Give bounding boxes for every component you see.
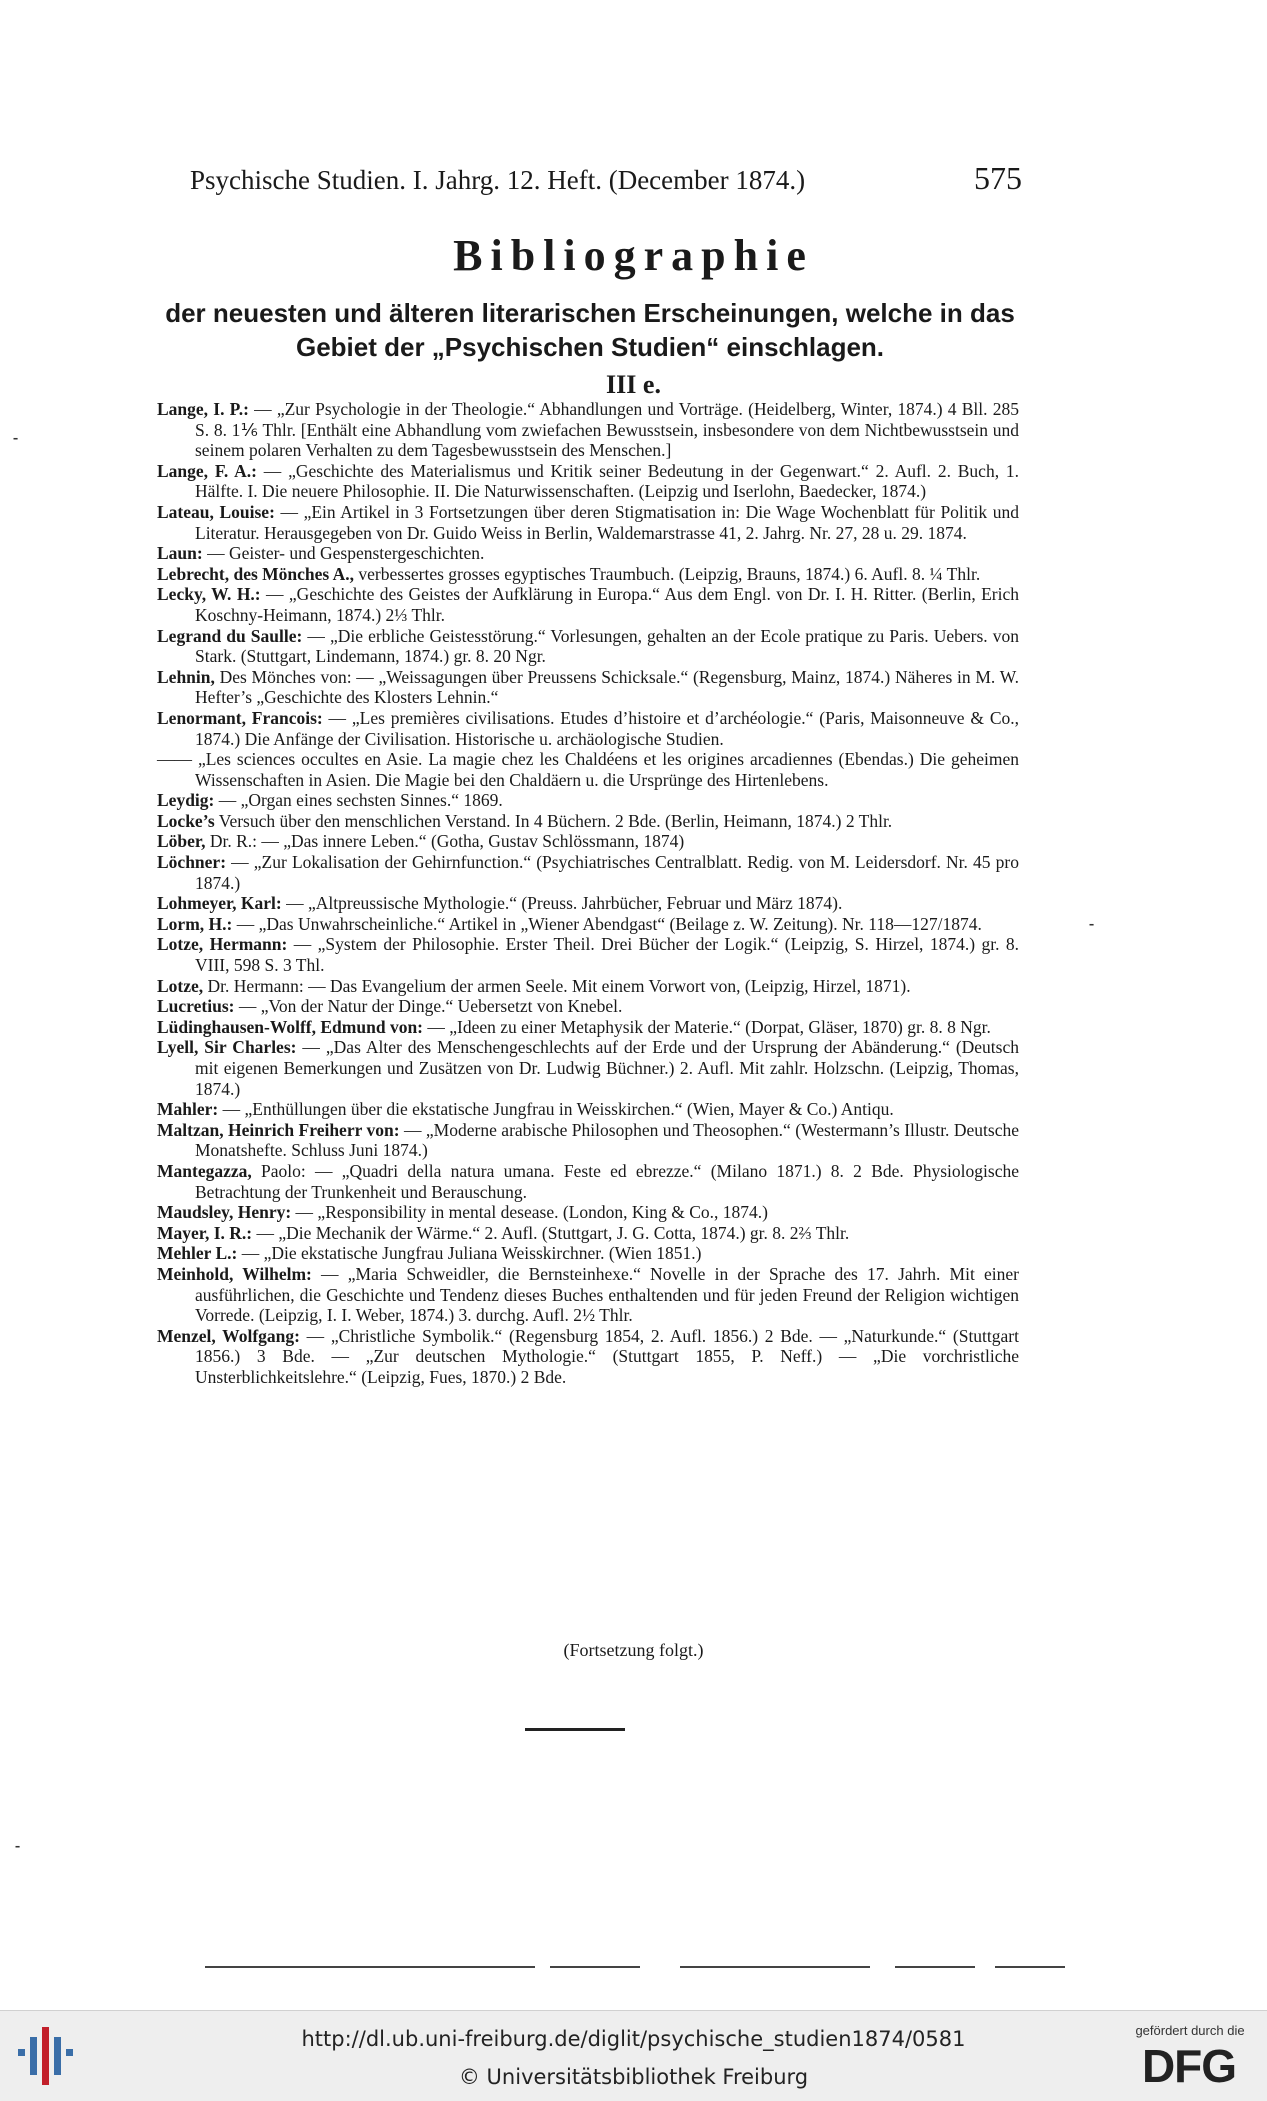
entry-author: Lange, F. A.: <box>157 460 257 481</box>
entry-text: — „Die Mechanik der Wärme.“ 2. Aufl. (Stuttgart, J. G. Cotta, 1874.) gr. 8. 2⅔ Thlr. <box>252 1222 850 1243</box>
entry-text: Paolo: — „Quadri della natura umana. Feste ed ebrezze.“ (Milano 1871.) 8. 2 Bde. Physiologische Betrachtung der Trunkenheit und Berauschung. <box>195 1160 1019 1202</box>
bibliography-entry <box>157 1223 1019 1244</box>
bibliography-entry <box>157 667 1019 708</box>
entry-text: — „Das Unwahrscheinliche.“ Artikel in „Wiener Abendgast“ (Beilage z. W. Zeitung). Nr. 118—127/1874. <box>232 913 982 934</box>
bibliography-entry <box>157 399 1019 461</box>
bibliography-entry <box>157 976 1019 997</box>
bibliography-entry <box>157 811 1019 832</box>
entry-author: Lebrecht, des Mönches A., <box>157 563 355 584</box>
entry-author: Maltzan, Heinrich Freiherr von: <box>157 1119 400 1140</box>
section-heading: III e. <box>606 370 661 399</box>
entry-author: Locke’s <box>157 810 215 831</box>
entry-author: Lorm, H.: <box>157 913 233 934</box>
entry-author: Lecky, W. H.: <box>157 584 261 605</box>
entry-text: Versuch über den menschlichen Verstand. In 4 Büchern. 2 Bde. (Berlin, Heimann, 1874.) 2 Thlr. <box>214 810 893 831</box>
entry-author: Maudsley, Henry: <box>157 1202 292 1223</box>
entry-text: Dr. R.: — „Das innere Leben.“ (Gotha, Gustav Schlössmann, 1874) <box>205 831 685 852</box>
entry-text: — „Geschichte des Geistes der Aufklärung in Europa.“ Aus dem Engl. von Dr. I. H. Ritter. (Berlin, Erich Koschny-Heimann, 1874.) 2⅓ Thlr. <box>195 584 1019 625</box>
entry-text: — „Organ eines sechsten Sinnes.“ 1869. <box>214 790 503 811</box>
bibliography-entry <box>157 852 1019 893</box>
entry-author: Löber, <box>157 831 206 852</box>
entry-author: Menzel, Wolfgang: <box>157 1325 300 1346</box>
entry-text: — Geister- und Gespenstergeschichten. <box>202 543 485 564</box>
bibliography-entry <box>157 1202 1019 1223</box>
bibliography-entry <box>157 502 1019 543</box>
margin-mark: ⁃ <box>12 432 19 448</box>
entry-text: — „System der Philosophie. Erster Theil. Drei Bücher der Logik.“ (Leipzig, S. Hirzel, 1874.) gr. 8. VIII, 598 S. 3 Thl. <box>195 934 1019 976</box>
entry-text: — „Altpreussische Mythologie.“ (Preuss. Jahrbücher, Februar und März 1874). <box>281 893 843 914</box>
entry-text: — „Geschichte des Materialismus und Kritik seiner Bedeutung in der Gegenwart.“ 2. Aufl. 2. Buch, 1. Hälfte. I. Die neuere Philosophie. II. Die Naturwissenschaften. (Leipzig und Iserlohn, Baedecker, 1874.) <box>195 460 1019 502</box>
page-number: 575 <box>974 160 1022 196</box>
entry-author: Löchner: <box>157 852 227 873</box>
bibliography-entry <box>157 790 1019 811</box>
dfg-logo-icon: DFG <box>1141 2040 1237 2092</box>
entry-author: Mantegazza, <box>157 1160 252 1181</box>
bibliography-list <box>157 399 1019 1388</box>
entry-author: Meinhold, Wilhelm: <box>157 1263 312 1284</box>
bibliography-entry <box>157 831 1019 852</box>
bibliography-entry <box>157 1120 1019 1161</box>
entry-text: Dr. Hermann: — Das Evangelium der armen Seele. Mit einem Vorwort von, (Leipzig, Hirzel, 1871). <box>203 975 911 996</box>
running-title: Psychische Studien. I. Jahrg. 12. Heft. (December 1874.) <box>190 165 806 195</box>
bibliography-entry <box>157 1017 1019 1038</box>
bibliography-entry <box>157 564 1019 585</box>
closing-rule <box>525 1728 625 1731</box>
copyright-notice: © Universitätsbibliothek Freiburg <box>458 2065 809 2089</box>
running-head <box>190 160 1022 197</box>
entry-author: Lyell, Sir Charles: <box>157 1037 297 1058</box>
entry-text: verbessertes grosses egyptisches Traumbuch. (Leipzig, Brauns, 1874.) 6. Aufl. 8. ¼ Thlr. <box>354 563 981 584</box>
entry-author: Leydig: <box>157 790 215 811</box>
bibliography-entry <box>157 1264 1019 1326</box>
entry-text: — „Ein Artikel in 3 Fortsetzungen über deren Stigmatisation in: Die Wage Wochenblatt für Politik und Literatur. Herausgegeben von Dr. Guido Weiss in Berlin, Waldemarstrasse 41, 2. Jahrg. Nr. 27, 28 u. 29. 1874. <box>195 501 1019 543</box>
bibliography-entry <box>157 461 1019 502</box>
entry-text: — „Ideen zu einer Metaphysik der Materie.“ (Dorpat, Gläser, 1870) gr. 8. 8 Ngr. <box>423 1016 991 1037</box>
entry-text: — „Das Alter des Menschengeschlechts auf der Erde und der Ursprung der Abänderung.“ (Deutsch mit eigenen Bemerkungen und Zusätzen von Dr. Ludwig Büchner.) 2. Aufl. Mit zahlr. Holzschn. (Leipzig, Thomas, 1874.) <box>195 1037 1019 1099</box>
entry-text: — „Moderne arabische Philosophen und Theosophen.“ (Westermann’s Illustr. Deutsche Monatshefte. Schluss Juni 1874.) <box>195 1119 1019 1161</box>
bibliography-entry <box>157 1037 1019 1099</box>
entry-author: Lüdinghausen-Wolff, Edmund von: <box>157 1016 424 1037</box>
bibliography-entry <box>157 584 1019 625</box>
funding-note: gefördert durch die <box>1135 2023 1245 2038</box>
scan-edge-marks <box>205 1966 1065 1970</box>
entry-author: Mahler: <box>157 1099 219 1120</box>
bibliography-entry <box>157 1161 1019 1202</box>
page-subtitle: der neuesten und älteren literarischen Erscheinungen, welche in das Gebiet der „Psychischen Studien“ einschlagen. <box>165 298 1015 362</box>
bibliography-entry <box>157 626 1019 667</box>
entry-text: — „Les premières civilisations. Etudes d’histoire et d’archéologie.“ (Paris, Maisonneuve & Co., 1874.) Die Anfänge der Civilisation. Historische u. archäologische Studien. <box>195 707 1019 749</box>
bibliography-entry <box>157 893 1019 914</box>
entry-text: — „Responsibility in mental desease. (London, King & Co., 1874.) <box>291 1202 768 1223</box>
bibliography-entry <box>157 934 1019 975</box>
viewer-footer <box>0 2010 1267 2101</box>
entry-author: Mehler L.: <box>157 1243 238 1264</box>
entry-text: — „Enthüllungen über die ekstatische Jungfrau in Weisskirchen.“ (Wien, Mayer & Co.) Antiqu. <box>218 1099 894 1120</box>
bibliography-entry <box>157 1326 1019 1388</box>
entry-text: — „Die ekstatische Jungfrau Juliana Weisskirchner. (Wien 1851.) <box>237 1243 702 1264</box>
entry-text: — „Von der Natur der Dinge.“ Uebersetzt von Knebel. <box>234 996 623 1017</box>
bibliography-entry <box>157 1099 1019 1120</box>
entry-text: —— „Les sciences occultes en Asie. La magie chez les Chaldéens et les origines arcadiennes (Ebendas.) Die geheimen Wissenschaften in Asien. Die Magie bei den Chaldäern u. die Ursprünge des Hirtenlebens. <box>157 749 1019 790</box>
entry-text: — „Christliche Symbolik.“ (Regensburg 1854, 2. Aufl. 1856.) 2 Bde. — „Naturkunde.“ (Stuttgart 1856.) 3 Bde. — „Zur deutschen Mythologie.“ (Stuttgart 1855, P. Neff.) — „Die vorchristliche Unsterblichkeitslehre.“ (Leipzig, Fues, 1870.) 2 Bde. <box>195 1325 1019 1387</box>
bibliography-entry <box>157 749 1019 790</box>
permalink-url[interactable]: http://dl.ub.uni-freiburg.de/diglit/psychische_studien1874/0581 <box>301 2027 966 2051</box>
entry-author: Lotze, Hermann: <box>157 934 288 955</box>
entry-author: Lohmeyer, Karl: <box>157 893 282 914</box>
entry-author: Legrand du Saulle: <box>157 625 303 646</box>
entry-author: Laun: <box>157 543 203 564</box>
bibliography-entry <box>157 914 1019 935</box>
entry-text: — „Zur Lokalisation der Gehirnfunction.“ (Psychiatrisches Centralblatt. Redig. von M. Leidersdorf. Nr. 45 pro 1874.) <box>195 852 1019 893</box>
bibliography-entry <box>157 1243 1019 1264</box>
page-title: Bibliographie <box>453 231 814 280</box>
margin-mark: ⁃ <box>1088 918 1095 934</box>
entry-author: Lehnin, <box>157 666 215 687</box>
entry-author: Mayer, I. R.: <box>157 1222 253 1243</box>
entry-text: — „Zur Psychologie in der Theologie.“ Abhandlungen und Vorträge. (Heidelberg, Winter, 1874.) 4 Bll. 285 S. 8. 1⅙ Thlr. [Enthält eine Abhandlung vom zwiefachen Bewusstsein, insbesondere von dem Nichtbewusstsein und seinem polaren Verhalten zu dem Tagesbewusstsein des Menschen.] <box>195 399 1019 461</box>
entry-text: Des Mönches von: — „Weissagungen über Preussens Schicksale.“ (Regensburg, Mainz, 1874.) Näheres in M. W. Hefter’s „Geschichte des Klosters Lehnin.“ <box>195 666 1019 708</box>
continuation-note: (Fortsetzung folgt.) <box>563 1640 704 1660</box>
entry-author: Lucretius: <box>157 996 235 1017</box>
entry-text: — „Maria Schweidler, die Bernsteinhexe.“ Novelle in der Sprache des 17. Jahrh. Mit einer ausführlichen, die Geschichte und Tendenz dieses Buches enthaltenden und für jeden Freund der Religion wichtigen Vorrede. (Leipzig, I. I. Weber, 1874.) 3. durchg. Aufl. 2½ Thlr. <box>195 1263 1019 1326</box>
entry-author: Lateau, Louise: <box>157 501 275 522</box>
entry-author: Lotze, <box>157 975 204 996</box>
entry-author: Lenormant, Francois: <box>157 707 323 728</box>
entry-text: — „Die erbliche Geistesstörung.“ Vorlesungen, gehalten an der Ecole pratique zu Paris. Uebers. von Stark. (Stuttgart, Lindemann, 1874.) gr. 8. 20 Ngr. <box>195 625 1019 667</box>
bibliography-entry <box>157 996 1019 1017</box>
bibliography-entry <box>157 543 1019 564</box>
entry-author: Lange, I. P.: <box>157 399 249 419</box>
bibliography-entry <box>157 708 1019 749</box>
margin-mark: ⁃ <box>14 1840 21 1856</box>
